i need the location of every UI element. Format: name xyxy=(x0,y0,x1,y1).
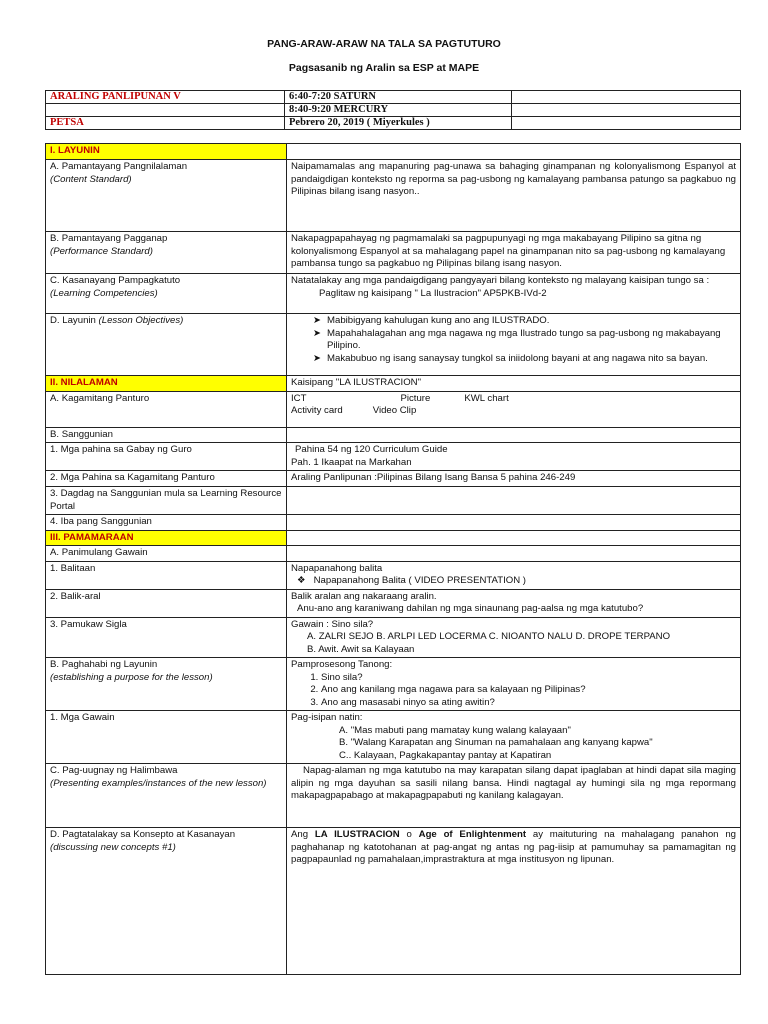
objective-text: Mabibigyang kahulugan kung ano ang ILUSTRADO. xyxy=(327,315,550,326)
date-value: Pebrero 20, 2019 ( Miyerkules ) xyxy=(285,117,512,130)
material-item: Video Clip xyxy=(372,405,417,416)
section-heading-nilalaman: II. NILALAMAN xyxy=(46,376,287,392)
competencies-body: Natatalakay ang mga pandaigdigang pangyayari bilang konteksto ng malayang kaisipan tungo sa : xyxy=(291,275,710,286)
guide-pages-text xyxy=(287,443,741,471)
competency-code: Paglitaw ng kaisipang " La Ilustracion" AP5PKB-IVd-2 xyxy=(319,287,547,299)
blank-cell xyxy=(287,427,741,443)
activity-line: Pag-isipan natin: xyxy=(291,712,363,723)
info-table xyxy=(45,90,741,130)
blank-cell xyxy=(287,487,741,515)
label-text: B. Pamantayang Pagganap xyxy=(50,233,168,244)
label-text: D. Layunin xyxy=(50,315,96,326)
label-en: (Content Standard) xyxy=(50,173,132,185)
concepts-body: ay maituturing na mahalagang panahon ng paghahanap ng katotohanan at pag-angat ng antas ng pag-iisip at pamumuhay sa pamamagitan ng pagpapaunlad ng pamahalaan,imprastraktura at mga institusyon ng lipunan. xyxy=(291,829,736,865)
objectives-list xyxy=(287,314,741,376)
material-item: Picture xyxy=(400,392,431,404)
blank-cell xyxy=(512,91,741,104)
label-en: (establishing a purpose for the lesson) xyxy=(50,671,213,683)
label-text: A. Pamantayang Pangnilalaman xyxy=(50,161,188,172)
concepts-prefix: Ang xyxy=(291,829,315,840)
label-text: C. Pag-uugnay ng Halimbawa xyxy=(50,765,178,776)
label-en: (Performance Standard) xyxy=(50,245,153,257)
activity-label: 1. Mga Gawain xyxy=(46,711,287,764)
blank-cell xyxy=(512,104,741,117)
list-item: A. "Mas mabuti pang mamatay kung walang kalayaan" xyxy=(339,724,571,736)
schedule-2: 8:40-9:20 MERCURY xyxy=(285,104,512,117)
examples-text: Napag-alaman ng mga katutubo na may karapatan silang dapat ipaglaban at hindi dapat sila maging alipin ng mga dayuhan sa sasili nilang bansa. Hindi nagtagal ay humingi sila ng mga repormang makapagpapabago at makapagpapabuti ng kanilang kalagayan. xyxy=(287,764,741,828)
activity-text xyxy=(287,711,741,764)
subject-cell: ARALING PANLIPUNAN V xyxy=(46,91,285,104)
objective-text: Makabubuo ng isang sanaysay tungkol sa iniidolong bayani at ang nagawa nito sa bayan. xyxy=(327,352,708,364)
list-item: B. "Walang Karapatan ang Sinuman na pamahalaan ang kanyang kapwa" xyxy=(339,737,653,748)
motivation-label: 3. Pamukaw Sigla xyxy=(46,617,287,658)
motivation-line: B. Awit. Awit sa Kalayaan xyxy=(307,643,415,655)
section-heading-layunin: I. LAYUNIN xyxy=(46,144,287,160)
materials-label: A. Kagamitang Panturo xyxy=(46,391,287,427)
motivation-text xyxy=(287,617,741,658)
concepts-text xyxy=(287,828,741,975)
objectives-label xyxy=(46,314,287,376)
routine-label: A. Panimulang Gawain xyxy=(46,546,287,562)
page-title: PANG-ARAW-ARAW NA TALA SA PAGTUTURO xyxy=(267,38,501,50)
examples-label xyxy=(46,764,287,828)
arrow-bullet-icon: ➤ xyxy=(313,315,322,326)
news-text xyxy=(287,561,741,589)
label-en: (Presenting examples/instances of the new lesson) xyxy=(50,777,267,789)
list-item xyxy=(313,353,736,366)
blank-cell xyxy=(46,104,285,117)
guide-line: Pah. 1 Ikaapat na Markahan xyxy=(291,456,412,468)
performance-standard-text: Nakapagpapahayag ng pagmamalaki sa pagpupunyagi ng mga makabayang Pilipino sa gitna ng kolonyalismong Espanyol at sa mahalagang papel na ginampanan nito sa pag-usbong ng kamalayang pambansa tungo sa pagkabuo ng Pilipinas bilang isang nasyon. xyxy=(287,232,741,274)
objective-text: Mapahahalagahan ang mga nagawa ng mga Ilustrado tungo sa pag-usbong ng makabayang Pilipino. xyxy=(327,327,721,351)
learning-resource-label: 3. Dagdag na Sanggunian mula sa Learning Resource Portal xyxy=(46,487,287,515)
review-text xyxy=(287,589,741,617)
material-pages-label: 2. Mga Pahina sa Kagamitang Panturo xyxy=(46,471,287,487)
arrow-bullet-icon: ➤ xyxy=(313,352,322,364)
arrow-bullet-icon: ➤ xyxy=(313,327,322,339)
page-subtitle: Pagsasanib ng Aralin sa ESP at MAPE xyxy=(288,62,480,74)
content-standard-label xyxy=(46,160,287,232)
label-en: (Lesson Objectives) xyxy=(98,315,184,326)
schedule-1: 6:40-7:20 SATURN xyxy=(285,91,512,104)
section-heading-pamamaraan: III. PAMAMARAAN xyxy=(46,530,287,546)
list-item: C.. Kalayaan, Pagkakapantay pantay at Kapatiran xyxy=(339,749,552,761)
concepts-label xyxy=(46,828,287,975)
blank-cell xyxy=(287,530,741,546)
review-label: 2. Balik-aral xyxy=(46,589,287,617)
material-item: ICT xyxy=(291,392,307,404)
blank-cell xyxy=(287,515,741,531)
blank-cell xyxy=(287,546,741,562)
concepts-term: LA ILUSTRACION xyxy=(314,829,400,840)
concepts-term: Age of Enlightenment xyxy=(418,829,527,840)
topic-text: Kaisipang "LA ILUSTRACION" xyxy=(287,376,741,392)
competencies-label xyxy=(46,274,287,314)
purpose-text xyxy=(287,658,741,711)
material-item: Activity card xyxy=(291,405,343,416)
news-line: Napapanahong Balita ( VIDEO PRESENTATION ) xyxy=(313,575,527,586)
guide-line: Pahina 54 ng 120 Curriculum Guide xyxy=(295,444,448,455)
concepts-connector: o xyxy=(399,829,419,840)
motivation-options: A. ZALRI SEJO B. ARLPI LED LOCERMA C. NIOANTO NALU D. DROPE TERPANO xyxy=(307,631,671,642)
label-text: C. Kasanayang Pampagkatuto xyxy=(50,275,181,286)
label-text: B. Paghahabi ng Layunin xyxy=(50,659,158,670)
list-item: 1. Sino sila? xyxy=(321,672,736,685)
other-sources-label: 4. Iba pang Sanggunian xyxy=(46,515,287,531)
list-item xyxy=(313,328,736,353)
performance-standard-label xyxy=(46,232,287,274)
blank-cell xyxy=(287,144,741,160)
review-line: Anu-ano ang karaniwang dahilan ng mga sinaunang pag-aalsa ng mga katutubo? xyxy=(297,603,644,614)
content-standard-text: Naipamamalas ang mapanuring pag-unawa sa bahaging ginampanan ng kolonyalismong Espanyol at pandaigdigan konteksto ng reporma sa pag-usbong ng kamalayang pambansa patungo sa pagkabuo ng Pilipinas bilang isang nasyon.. xyxy=(287,160,741,232)
label-en: (discussing new concepts #1) xyxy=(50,841,176,853)
label-text: D. Pagtatalakay sa Konsepto at Kasanayan xyxy=(50,829,236,840)
material-pages-text: Araling Panlipunan :Pilipinas Bilang Isang Bansa 5 pahina 246-249 xyxy=(287,471,741,487)
materials-list xyxy=(287,391,741,427)
label-en: (Learning Competencies) xyxy=(50,287,158,299)
competencies-text xyxy=(287,274,741,314)
lesson-plan-table xyxy=(45,143,741,975)
review-line: Balik aralan ang nakaraang aralin. xyxy=(291,590,437,602)
purpose-line: Pamprosesong Tanong: xyxy=(291,659,393,670)
news-label: 1. Balitaan xyxy=(46,561,287,589)
purpose-label xyxy=(46,658,287,711)
list-item: 3. Ano ang masasabi ninyo sa ating awitin? xyxy=(321,697,736,710)
sources-label: B. Sanggunian xyxy=(46,427,287,443)
motivation-line: Gawain : Sino sila? xyxy=(291,618,374,630)
diamond-bullet-icon: ❖ xyxy=(297,575,306,586)
list-item: 2. Ano ang kanilang mga nagawa para sa kalayaan ng Pilipinas? xyxy=(321,684,736,697)
guide-pages-label: 1. Mga pahina sa Gabay ng Guro xyxy=(46,443,287,471)
material-item: KWL chart xyxy=(464,392,509,404)
blank-cell xyxy=(512,117,741,130)
news-line: Napapanahong balita xyxy=(291,562,383,574)
date-label: PETSA xyxy=(46,117,285,130)
list-item xyxy=(313,315,736,328)
